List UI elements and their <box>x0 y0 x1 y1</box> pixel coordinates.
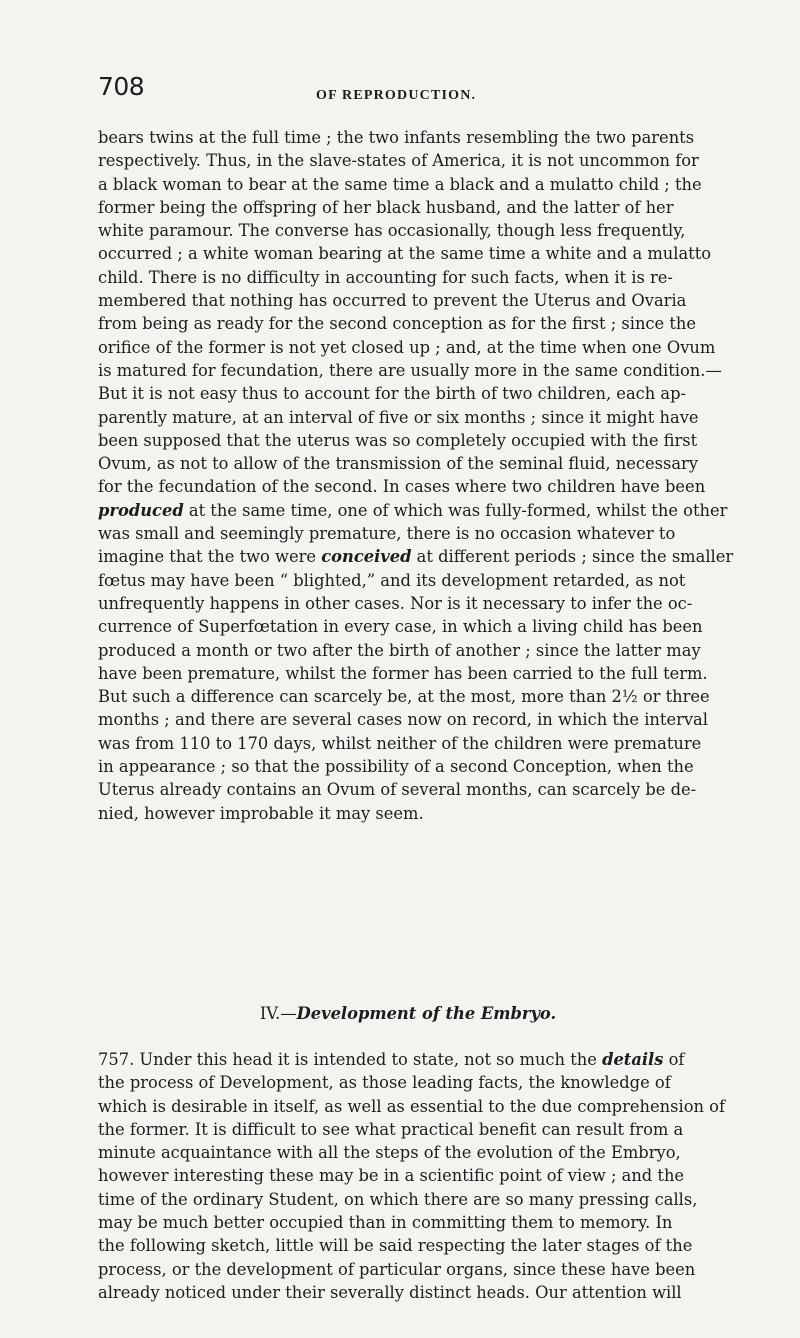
text-line: orifice of the former is not yet closed up ; and, at the time when one Ovum <box>98 337 716 357</box>
page-header <box>98 72 698 112</box>
text-line: is matured for fecundation, there are usually more in the same condition.— <box>98 360 722 380</box>
text-line: fœtus may have been “ blighted,” and its development retarded, as not <box>98 570 686 590</box>
text-line: former being the offspring of her black husband, and the latter of her <box>98 197 674 217</box>
text-line: parently mature, at an interval of five or six months ; since it might have <box>98 407 699 427</box>
text-line <box>98 1048 718 1071</box>
text-line: in appearance ; so that the possibility of a second Conception, when the <box>98 757 694 777</box>
text-span: 757. Under this head it is intended to state, not so much the <box>98 1050 603 1069</box>
text-line: however interesting these may be in a scientific point of view ; and the <box>98 1166 685 1186</box>
section-heading <box>98 1004 718 1023</box>
text-line: nied, however improbable it may seem. <box>98 803 424 823</box>
text-line: already noticed under their severally distinct heads. Our attention will <box>98 1282 682 1302</box>
text-line <box>98 545 734 568</box>
emphasis-details: details <box>602 1050 664 1069</box>
text-line <box>98 499 728 522</box>
emphasis-conceived: conceived <box>321 547 412 567</box>
text-line: But it is not easy thus to account for the birth of two children, each ap- <box>98 384 687 404</box>
text-line: the following sketch, little will be said respecting the later stages of the <box>98 1236 693 1256</box>
text-line: months ; and there are several cases now on record, in which the interval <box>98 710 708 730</box>
text-line: may be much better occupied than in committing them to memory. In <box>98 1213 673 1233</box>
section-title: Development of the Embryo. <box>296 1004 557 1023</box>
text-span: at the same time, one of which was fully-formed, whilst the other <box>183 500 728 520</box>
text-line: produced a month or two after the birth of another ; since the latter may <box>98 640 701 660</box>
text-line: was from 110 to 170 days, whilst neither of the children were premature <box>98 733 702 753</box>
text-line: membered that nothing has occurred to prevent the Uterus and Ovaria <box>98 291 687 311</box>
text-line: Ovum, as not to allow of the transmission of the seminal fluid, necessary <box>98 454 699 474</box>
text-line: process, or the development of particular organs, since these have been <box>98 1259 696 1279</box>
text-line: bears twins at the full time ; the two infants resembling the two parents <box>98 128 695 147</box>
text-line: But such a difference can scarcely be, at the most, more than 2½ or three <box>98 687 710 707</box>
text-span: at different periods ; since the smaller <box>411 547 734 567</box>
text-line: been supposed that the uterus was so completely occupied with the first <box>98 430 698 450</box>
text-line: unfrequently happens in other cases. Nor is it necessary to infer the oc- <box>98 593 693 613</box>
text-line: Uterus already contains an Ovum of several months, can scarcely be de- <box>98 780 697 800</box>
text-span: imagine that the two were <box>98 547 322 567</box>
text-line: currence of Superfœtation in every case, in which a living child has been <box>98 617 703 637</box>
text-line: for the fecundation of the second. In cases where two children have been <box>98 477 706 497</box>
text-line: occurred ; a white woman bearing at the same time a white and a mulatto <box>98 244 712 264</box>
text-span: of <box>663 1050 685 1069</box>
text-line: was small and seemingly premature, there is no occasion whatever to <box>98 524 676 544</box>
section-number: IV.— <box>259 1004 297 1023</box>
text-line: white paramour. The converse has occasionally, though less frequently, <box>98 221 686 241</box>
page-number: 708 <box>98 72 145 101</box>
paragraph-757 <box>98 1048 725 1304</box>
emphasis-produced: produced <box>98 500 184 520</box>
paragraph-continued <box>98 126 734 825</box>
running-head: OF REPRODUCTION. <box>316 88 477 103</box>
text-line: the former. It is difficult to see what practical benefit can result from a <box>98 1119 684 1139</box>
text-line: which is desirable in itself, as well as essential to the due comprehension of <box>98 1096 725 1116</box>
text-line: the process of Development, as those leading facts, the knowledge of <box>98 1073 671 1093</box>
text-line: from being as ready for the second conception as for the first ; since the <box>98 314 697 334</box>
text-line: child. There is no difficulty in accounting for such facts, when it is re- <box>98 267 673 287</box>
text-line: minute acquaintance with all the steps of the evolution of the Embryo, <box>98 1143 681 1163</box>
text-line: a black woman to bear at the same time a black and a mulatto child ; the <box>98 174 702 194</box>
text-line: time of the ordinary Student, on which there are so many pressing calls, <box>98 1189 698 1209</box>
text-line: have been premature, whilst the former has been carried to the full term. <box>98 663 708 683</box>
text-line: respectively. Thus, in the slave-states of America, it is not uncommon for <box>98 151 699 171</box>
